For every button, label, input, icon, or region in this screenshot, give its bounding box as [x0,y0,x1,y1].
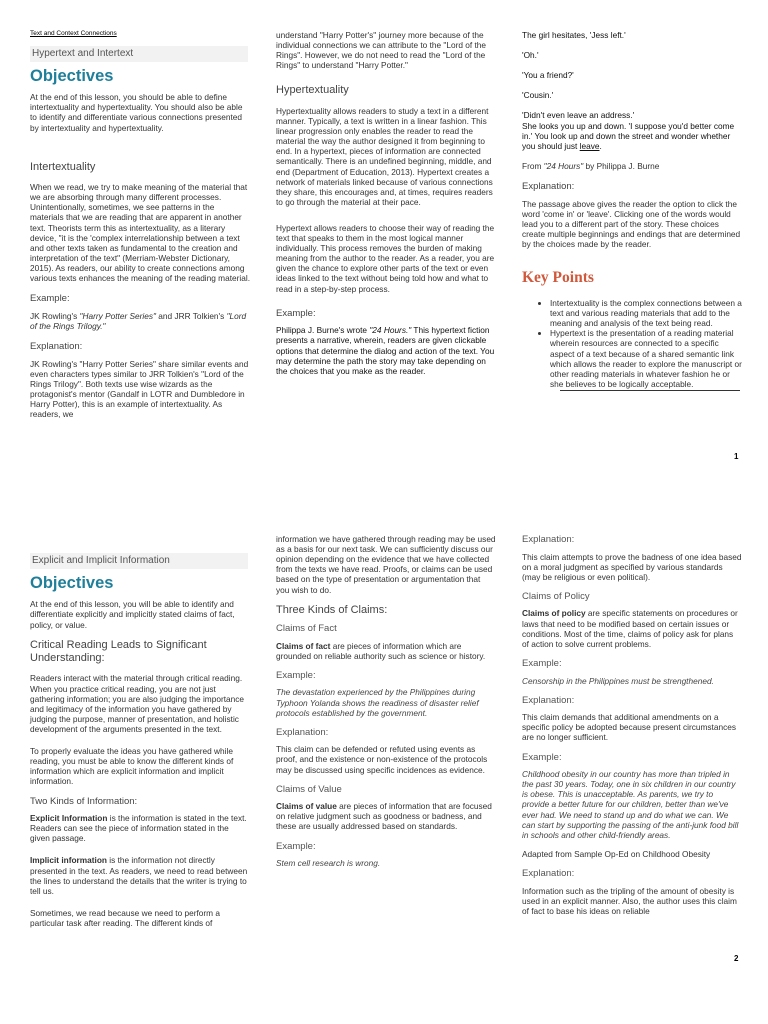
three-kinds-heading: Three Kinds of Claims: [276,603,388,616]
intertextuality-heading: Intertextuality [30,160,96,173]
policy-example: Censorship in the Philippines must be strengthened. [522,675,714,686]
story-line: 'Cousin.' [522,90,554,101]
policy-definition [522,608,742,648]
example-text-part: Philippa J. Burne's wrote [276,325,370,336]
example-text-part: This hypertext fiction presents a narrative, wherein, readers are given clickable options that determine the dialog and action of the text. You may determine the path the story may take depending on the choices that you make as the reader. [276,325,495,376]
value-definition [276,801,496,831]
example-label: Example: [276,840,316,852]
explicit-definition [30,813,250,843]
definition-text: is the information not directly presented in the text. As readers, we need to read between the lines to understand the details that the writer is trying to tell us. [30,855,248,896]
key-point-item: • Hypertext is the presentation of a reading material wherein resources are connected to a specific aspect of a text because of a shared semantic link which allows the reader to explore the manuscript or other reading materials in whatever fashion he or she believes to be logically acceptable. [550,328,742,389]
critical-reading-heading: Critical Reading Leads to Significant Understanding: [30,638,207,665]
fact-explanation: This claim can be defended or refuted using events as proof, and the existence or non-existence of the protocols may be discussed using specific incidences as evidence. [276,744,488,775]
critical-reading-paragraph-1: Readers interact with the material through critical reading. When you practice critical reading, you are not just gathering information; you are also judging the importance and legitimacy of the information you have gathered by judging the purpose, manner of presentation, and holistic development of the arguments presented in the text. [30,673,245,734]
objectives-title: Objectives [30,574,114,593]
continued-text: information we have gathered through reading may be used as a basis for our next task. We can sufficiently discuss our opinion depending on the evidence that we have collected from the texts we have read. Proofs, or claims can be used based on the type of presentation or argumentation that you wish to do. [276,534,496,595]
example-label: Example: [276,307,316,319]
critical-reading-paragraph-2: To properly evaluate the ideas you have gathered while reading, you must be able to know the different kinds of information which are explicit information and implicit information. [30,746,234,787]
story-line-part: She looks you up and down. 'I suppose you'd better come in.' You look up and down the street and wonder whether you should just [522,120,735,151]
explanation-label: Explanation: [276,726,329,738]
definition-text: are pieces of information which are grounded on reliable authority such as science or history. [276,640,486,661]
example-label: Example: [276,669,316,681]
story-source [522,161,742,171]
story-line-part: 'Didn't even leave an address.' [522,110,635,121]
key-points-list [550,298,742,389]
definition-text: is the information is stated in the text. Readers can see the piece of information stated in the given passage. [30,813,247,844]
value-term: Claims of value [276,801,337,812]
running-head: Text and Context Connections [30,30,117,37]
example-text [30,311,250,331]
page2-column-2 [276,534,496,877]
fact-term: Claims of fact [276,640,331,651]
explanation-label: Explanation: [522,694,575,706]
claims-of-fact-heading: Claims of Fact [276,623,337,635]
definition-text: are specific statements on procedures or laws that need to be modified based on certain issues or conditions. Most of the time, claims of policy ask for plans of action to solve current problems. [522,608,738,649]
hypertextuality-paragraph-1: Hypertextuality allows readers to study a text in a different manner. Typically, a text is written in a linear fashion. This linear progression only enables the reader to read the material the way the author designed it from beginning to end. In a hypertext, pieces of information are connected semantically. There is an undefined beginning, middle, and end (Department of Education, 2013). Hypertext creates a network of materials linked because of various connections they share, this encourages and, at times, requires readers to go through the material at their pace. [276,105,493,207]
claims-of-value-heading: Claims of Value [276,783,342,795]
policy-term: Claims of policy [522,608,586,619]
fact-definition [276,641,496,661]
column-end-text: Sometimes, we read because we need to perform a particular task after reading. The different kinds of [30,907,221,928]
document-page-2 [0,512,768,1024]
explanation-label: Explanation: [522,180,575,192]
definition-text: are pieces of information that are focused on relative judgment such as goodness or badness, and these are usually addressed based on standards. [276,801,492,832]
key-points-rule [560,389,740,391]
op-ed-example: Childhood obesity in our country has more than tripled in the past 30 years. Today, one in six children in our country is obese. This is unacceptable. As parents, we try to provide a better future for our children, better than we've ever had. We need to stand up and do what we can. We can start by supporting the passing of the anti-junk food bill in schools and other child-friendly areas. [522,769,739,840]
intertextuality-paragraph: When we read, we try to make meaning of the material that we are absorbing through many different processes. Unintentionally, sometimes, we see patterns in the materials that we are reading that are apparent in another text. Theorists term this as intertextuality, as a literary device, "it is the 'complex interrelationship between a text and other texts taken as fundamental to the creation and interpretation of the text" (Merriam-Webster Dictionary, 2015). As readers, our ability to create connections among various texts enhances the meaning of the reading material. [30,182,250,284]
op-ed-source: Adapted from Sample Op-Ed on Childhood Obesity [522,848,711,859]
story-line-part: . [599,140,602,151]
page1-column-1 [30,30,250,428]
source-part: by Philippa J. Burne [583,160,660,171]
page-number: 1 [734,452,739,461]
example-title: "24 Hours." [369,325,412,336]
explanation-text: JK Rowling's "Harry Potter Series" share similar events and even characters types similar to JRR Tolkien's "Lord of the Rings Trilogy". Both texts use wise wizards as the protagonist's mentor (Gandalf in LOTR and Dumbledore in Harry Potter), this is an example of intertextuality. As readers, we [30,358,249,420]
source-part: From [522,160,544,171]
value-example: Stem cell research is wrong. [276,858,381,869]
objectives-text: At the end of this lesson, you will be able to identify and differentiate explicitly and implicitly stated claims of fact, policy, or value. [30,599,235,630]
example-text-part: and JRR Tolkien's [155,310,227,321]
explicit-term: Explicit Information [30,813,108,824]
page2-column-3 [522,534,742,925]
page2-column-1 [30,553,250,937]
explanation-label: Explanation: [30,340,83,352]
policy-explanation: This claim demands that additional amendments on a specific policy be adopted because present circumstances are no longer sufficient. [522,712,736,743]
objectives-text: At the end of this lesson, you should be able to define intertextuality and hypertextuality. You should also be able to identify and differentiate various connections presented by intertextuality and hypertextuality. [30,92,243,133]
example-text-part: JK Rowling's [30,310,80,321]
source-title: "24 Hours" [543,160,584,171]
example-label: Example: [30,293,70,305]
page1-column-3 [522,30,742,391]
claims-of-policy-heading: Claims of Policy [522,590,590,602]
example-label: Example: [522,657,562,669]
story-line: The girl hesitates, 'Jess left.' [522,30,626,40]
page1-column-2 [276,30,496,385]
explanation-label: Explanation: [522,534,575,545]
example-label: Example: [522,751,562,763]
leave-link[interactable]: leave [579,140,600,151]
key-point-item: • Intertextuality is the complex connections between a text and various reading materials that add to the meaning and analysis of the text being read. [550,298,742,328]
two-kinds-heading: Two Kinds of Information: [30,795,138,807]
hypertextuality-heading: Hypertextuality [276,84,349,97]
key-points-title: Key Points [522,269,594,287]
hypertextuality-paragraph-2: Hypertext allows readers to choose their way of reading the text that speaks to them in the most logical manner individually. This process removes the burden of making meaning from the author to the reader. As a reader, you are given the chance to explore other parts of the text or even ideas linked to the text without being told how and what to read in a step-by-step process. [276,222,495,294]
explanation-text: The passage above gives the reader the option to click the word 'come in' or 'leave'. Clicking one of the words would lead you to a different part of the story. These choices create multiple beginnings and endings that are determined by the choices made by the reader. [522,198,741,249]
page-number: 2 [734,954,739,963]
implicit-definition [30,855,250,895]
example-text [276,325,496,376]
objectives-title: Objectives [30,67,114,86]
continued-text: understand "Harry Potter's" journey more because of the individual connections we can attribute to the "Lord of the Rings". However, we do not need to read the "Lord of the Rings" to understand "Harry Potter." [276,30,487,71]
example-title: "Harry Potter Series" [79,310,156,321]
op-ed-explanation: Information such as the tripling of the amount of obesity is used in an explicit manner. Also, the author uses this claim of fact to base his ideas on reliable [522,885,737,916]
story-line [522,110,742,150]
explanation-label: Explanation: [522,867,575,879]
value-explanation: This claim attempts to prove the badness of one idea based on a moral judgment as specified by various standards (may be religious or even political). [522,551,742,582]
fact-example: The devastation experienced by the Philippines during Typhoon Yolanda shows the readiness of disaster relief protocols established by the government. [276,687,479,718]
implicit-term: Implicit information [30,855,107,866]
example-title: "Lord of the Rings Trilogy." [30,310,247,331]
story-line: 'Oh.' [522,50,539,61]
lesson-subheader: Explicit and Implicit Information [30,553,248,569]
story-line: 'You a friend?' [522,70,574,81]
lesson-subheader: Hypertext and Intertext [30,46,248,62]
